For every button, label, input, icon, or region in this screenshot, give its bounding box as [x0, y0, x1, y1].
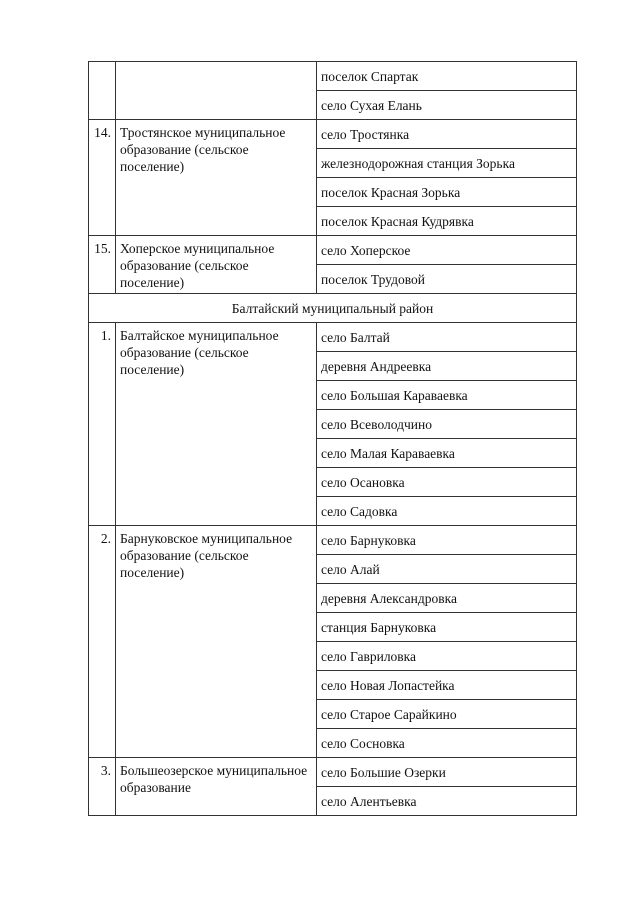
settlement-name: поселок Спартак	[317, 62, 577, 91]
municipality-name: Большеозерское муниципальное образование	[116, 758, 317, 816]
settlement-name: поселок Красная Зорька	[317, 178, 577, 207]
settlement-name: село Барнуковка	[317, 526, 577, 555]
settlement-name: село Хоперское	[317, 236, 577, 265]
municipality-name: Тростянское муниципальное образование (сельское поселение)	[116, 120, 317, 236]
table-row	[89, 120, 577, 149]
settlement-name: железнодорожная станция Зорька	[317, 149, 577, 178]
row-number: 3.	[89, 758, 116, 816]
table-row	[89, 236, 577, 265]
municipality-name: Балтайское муниципальное образование (сельское поселение)	[116, 323, 317, 526]
settlement-name: село Садовка	[317, 497, 577, 526]
settlement-name: село Большая Караваевка	[317, 381, 577, 410]
row-number: 2.	[89, 526, 116, 758]
district-row	[89, 294, 577, 323]
settlement-name: поселок Трудовой	[317, 265, 577, 294]
table-row	[89, 323, 577, 352]
row-number: 14.	[89, 120, 116, 236]
settlement-name: село Малая Караваевка	[317, 439, 577, 468]
settlement-name: село Алентьевка	[317, 787, 577, 816]
settlement-name: деревня Александровка	[317, 584, 577, 613]
settlement-name: село Балтай	[317, 323, 577, 352]
settlement-name: село Большие Озерки	[317, 758, 577, 787]
settlement-name: село Осановка	[317, 468, 577, 497]
municipality-name: Барнуковское муниципальное образование (сельское поселение)	[116, 526, 317, 758]
row-number	[89, 62, 116, 120]
table-row	[89, 62, 577, 91]
settlement-name: село Сухая Елань	[317, 91, 577, 120]
settlement-name: село Сосновка	[317, 729, 577, 758]
municipality-name: Хоперское муниципальное образование (сельское поселение)	[116, 236, 317, 294]
settlement-name: село Тростянка	[317, 120, 577, 149]
settlement-name: село Алай	[317, 555, 577, 584]
settlement-name: станция Барнуковка	[317, 613, 577, 642]
settlement-name: деревня Андреевка	[317, 352, 577, 381]
settlement-name: село Новая Лопастейка	[317, 671, 577, 700]
district-heading: Балтайский муниципальный район	[89, 294, 577, 323]
settlement-name: село Всеволодчино	[317, 410, 577, 439]
row-number: 1.	[89, 323, 116, 526]
municipality-name	[116, 62, 317, 120]
table-row	[89, 758, 577, 787]
settlement-name: поселок Красная Кудрявка	[317, 207, 577, 236]
row-number: 15.	[89, 236, 116, 294]
table-row	[89, 526, 577, 555]
settlement-name: село Гавриловка	[317, 642, 577, 671]
settlements-table	[88, 61, 577, 816]
settlement-name: село Старое Сарайкино	[317, 700, 577, 729]
